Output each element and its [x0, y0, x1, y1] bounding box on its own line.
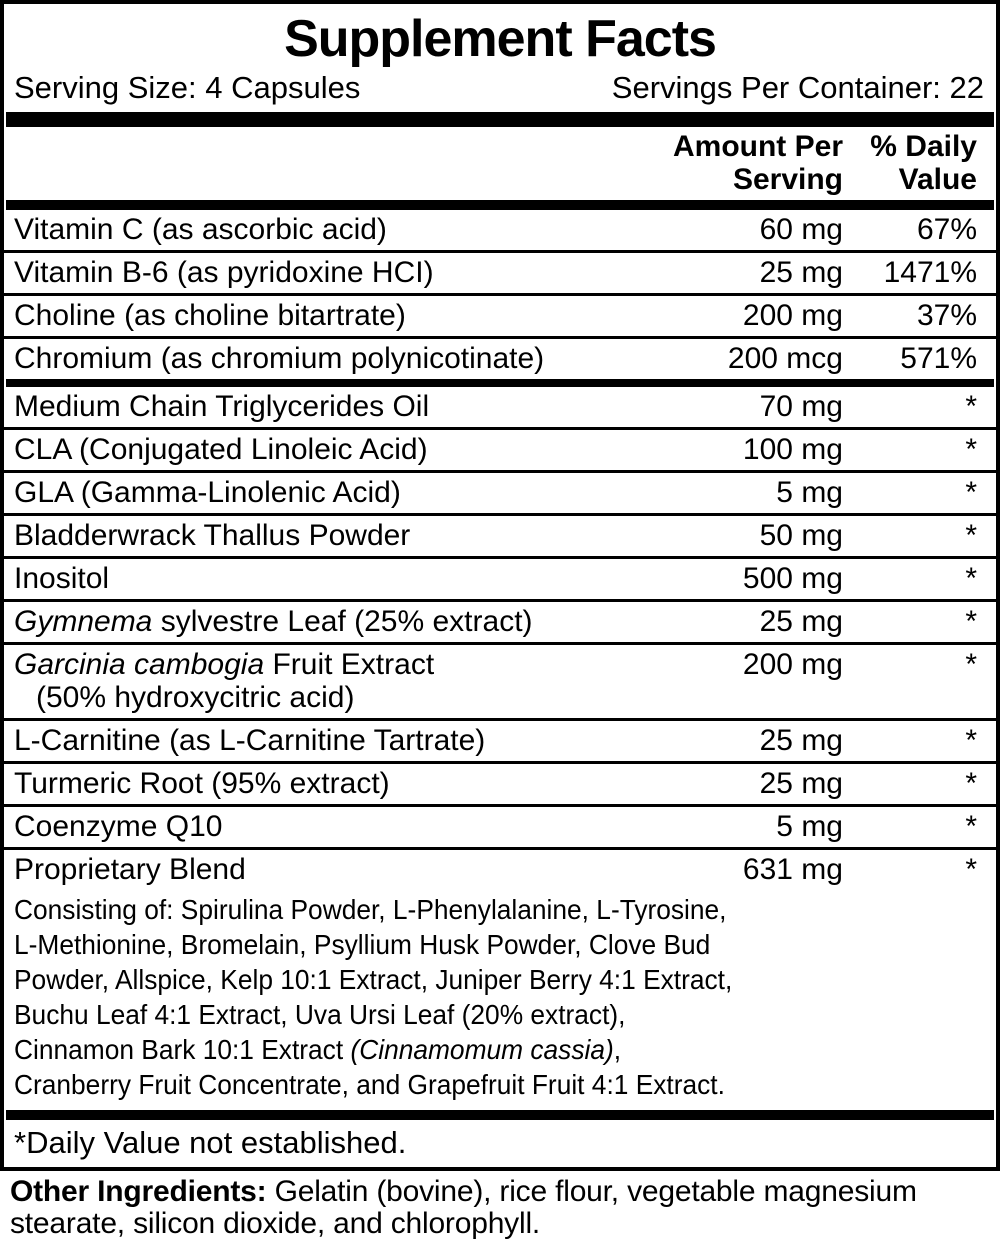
nutrient-name: Coenzyme Q10	[14, 810, 223, 843]
nutrient-amount: 631 mg	[742, 853, 843, 886]
nutrient-amount: 70 mg	[759, 390, 843, 423]
nutrient-daily-value: *	[965, 810, 977, 843]
nutrient-name-line2: (50% hydroxycitric acid)	[36, 681, 355, 714]
blend-description-line: Consisting of: Spirulina Powder, L-Phenylalanine, L-Tyrosine,	[14, 894, 727, 925]
nutrient-name: Vitamin C (as ascorbic acid)	[14, 213, 387, 246]
nutrient-amount: 5 mg	[776, 810, 843, 843]
column-header-amount: Amount Per Serving	[672, 130, 843, 196]
other-ingredients-label: Other Ingredients:	[10, 1175, 267, 1208]
nutrient-name-italic: Gymnema	[14, 605, 153, 638]
nutrient-row	[4, 336, 996, 379]
other-ingredients-line2: stearate, silicon dioxide, and chlorophyll.	[10, 1207, 541, 1240]
nutrient-amount: 500 mg	[742, 562, 843, 595]
nutrient-name: Proprietary Blend	[14, 853, 246, 886]
nutrient-daily-value: *	[965, 648, 977, 681]
nutrient-row	[4, 387, 996, 427]
thick-divider-footnote	[6, 1110, 994, 1120]
nutrient-row	[4, 599, 996, 642]
blend-description-line: Cranberry Fruit Concentrate, and Grapefruit Fruit 4:1 Extract.	[14, 1069, 725, 1100]
nutrient-name-rest: Fruit Extract	[264, 648, 435, 681]
nutrient-name: Chromium (as chromium polynicotinate)	[14, 342, 545, 375]
thick-divider-header	[6, 200, 994, 210]
nutrient-row	[4, 513, 996, 556]
nutrient-daily-value: *	[965, 724, 977, 757]
nutrient-amount: 100 mg	[742, 433, 843, 466]
nutrient-name: GLA (Gamma-Linolenic Acid)	[14, 476, 401, 509]
nutrient-name-italic: Garcinia cambogia	[14, 648, 265, 681]
proprietary-blend-row	[4, 850, 996, 890]
thick-divider-top	[6, 112, 994, 127]
proprietary-blend-description	[4, 890, 996, 1110]
nutrient-row	[4, 250, 996, 293]
nutrient-amount: 200 mg	[742, 299, 843, 332]
nutrient-name-line1	[14, 648, 683, 681]
blend-line-latin-name: (Cinnamomum cassia)	[350, 1034, 614, 1065]
nutrient-amount: 25 mg	[759, 724, 843, 757]
serving-info	[4, 68, 996, 112]
nutrient-name: Choline (as choline bitartrate)	[14, 299, 406, 332]
nutrient-amount: 5 mg	[776, 476, 843, 509]
nutrient-name: Turmeric Root (95% extract)	[14, 767, 390, 800]
daily-value-footnote: *Daily Value not established.	[14, 1125, 407, 1160]
nutrient-amount: 25 mg	[759, 256, 843, 289]
blend-description-line: Buchu Leaf 4:1 Extract, Uva Ursi Leaf (20% extract),	[14, 999, 626, 1030]
other-ingredients-line1: Gelatin (bovine), rice flour, vegetable magnesium	[266, 1175, 917, 1208]
nutrient-daily-value: *	[965, 767, 977, 800]
nutrient-amount: 50 mg	[759, 519, 843, 552]
nutrient-amount: 60 mg	[759, 213, 843, 246]
column-header-daily-value: % Daily Value	[870, 130, 977, 196]
thick-divider-section	[6, 379, 994, 387]
nutrient-amount: 200 mg	[742, 648, 843, 681]
nutrient-name: Medium Chain Triglycerides Oil	[14, 390, 430, 423]
blend-line-text: Cinnamon Bark 10:1 Extract	[14, 1034, 351, 1065]
serving-size-text: Serving Size: 4 Capsules	[14, 70, 361, 105]
nutrient-row	[4, 470, 996, 513]
nutrient-daily-value: *	[965, 390, 977, 423]
servings-per-container-text: Servings Per Container: 22	[611, 70, 984, 105]
nutrient-row	[4, 293, 996, 336]
blend-description-line: Powder, Allspice, Kelp 10:1 Extract, Juniper Berry 4:1 Extract,	[14, 964, 733, 995]
nutrient-daily-value: *	[965, 476, 977, 509]
nutrient-amount: 200 mcg	[727, 342, 843, 375]
proprietary-blend-section	[4, 847, 996, 1110]
nutrient-daily-value: *	[965, 853, 977, 886]
other-ingredients	[10, 1176, 990, 1240]
nutrient-daily-value: *	[965, 562, 977, 595]
nutrient-amount: 25 mg	[759, 605, 843, 638]
nutrient-name: Bladderwrack Thallus Powder	[14, 519, 411, 552]
nutrient-row	[4, 642, 996, 718]
nutrient-row	[4, 761, 996, 804]
label-title: Supplement Facts	[284, 10, 716, 68]
nutrient-daily-value: *	[965, 519, 977, 552]
nutrient-row	[4, 427, 996, 470]
nutrient-name: Vitamin B-6 (as pyridoxine HCI)	[14, 256, 434, 289]
nutrient-daily-value: 1471%	[883, 256, 977, 289]
nutrient-row	[4, 556, 996, 599]
nutrient-daily-value: *	[965, 605, 977, 638]
nutrient-amount: 25 mg	[759, 767, 843, 800]
nutrient-name	[14, 605, 683, 638]
nutrient-daily-value: *	[965, 433, 977, 466]
nutrient-daily-value: 571%	[900, 342, 977, 375]
nutrient-name-rest: sylvestre Leaf (25% extract)	[152, 605, 533, 638]
blend-line-text: ,	[613, 1034, 622, 1065]
nutrient-daily-value: 37%	[916, 299, 977, 332]
nutrient-row	[4, 804, 996, 847]
nutrient-name	[14, 648, 683, 714]
blend-description-line	[14, 1032, 928, 1067]
nutrient-name: L-Carnitine (as L-Carnitine Tartrate)	[14, 724, 486, 757]
nutrient-row	[4, 210, 996, 250]
nutrient-name: CLA (Conjugated Linoleic Acid)	[14, 433, 428, 466]
nutrient-daily-value: 67%	[916, 213, 977, 246]
nutrient-row	[4, 718, 996, 761]
nutrient-name: Inositol	[14, 562, 110, 595]
blend-description-line: L-Methionine, Bromelain, Psyllium Husk Powder, Clove Bud	[14, 929, 711, 960]
table-header	[4, 127, 996, 200]
